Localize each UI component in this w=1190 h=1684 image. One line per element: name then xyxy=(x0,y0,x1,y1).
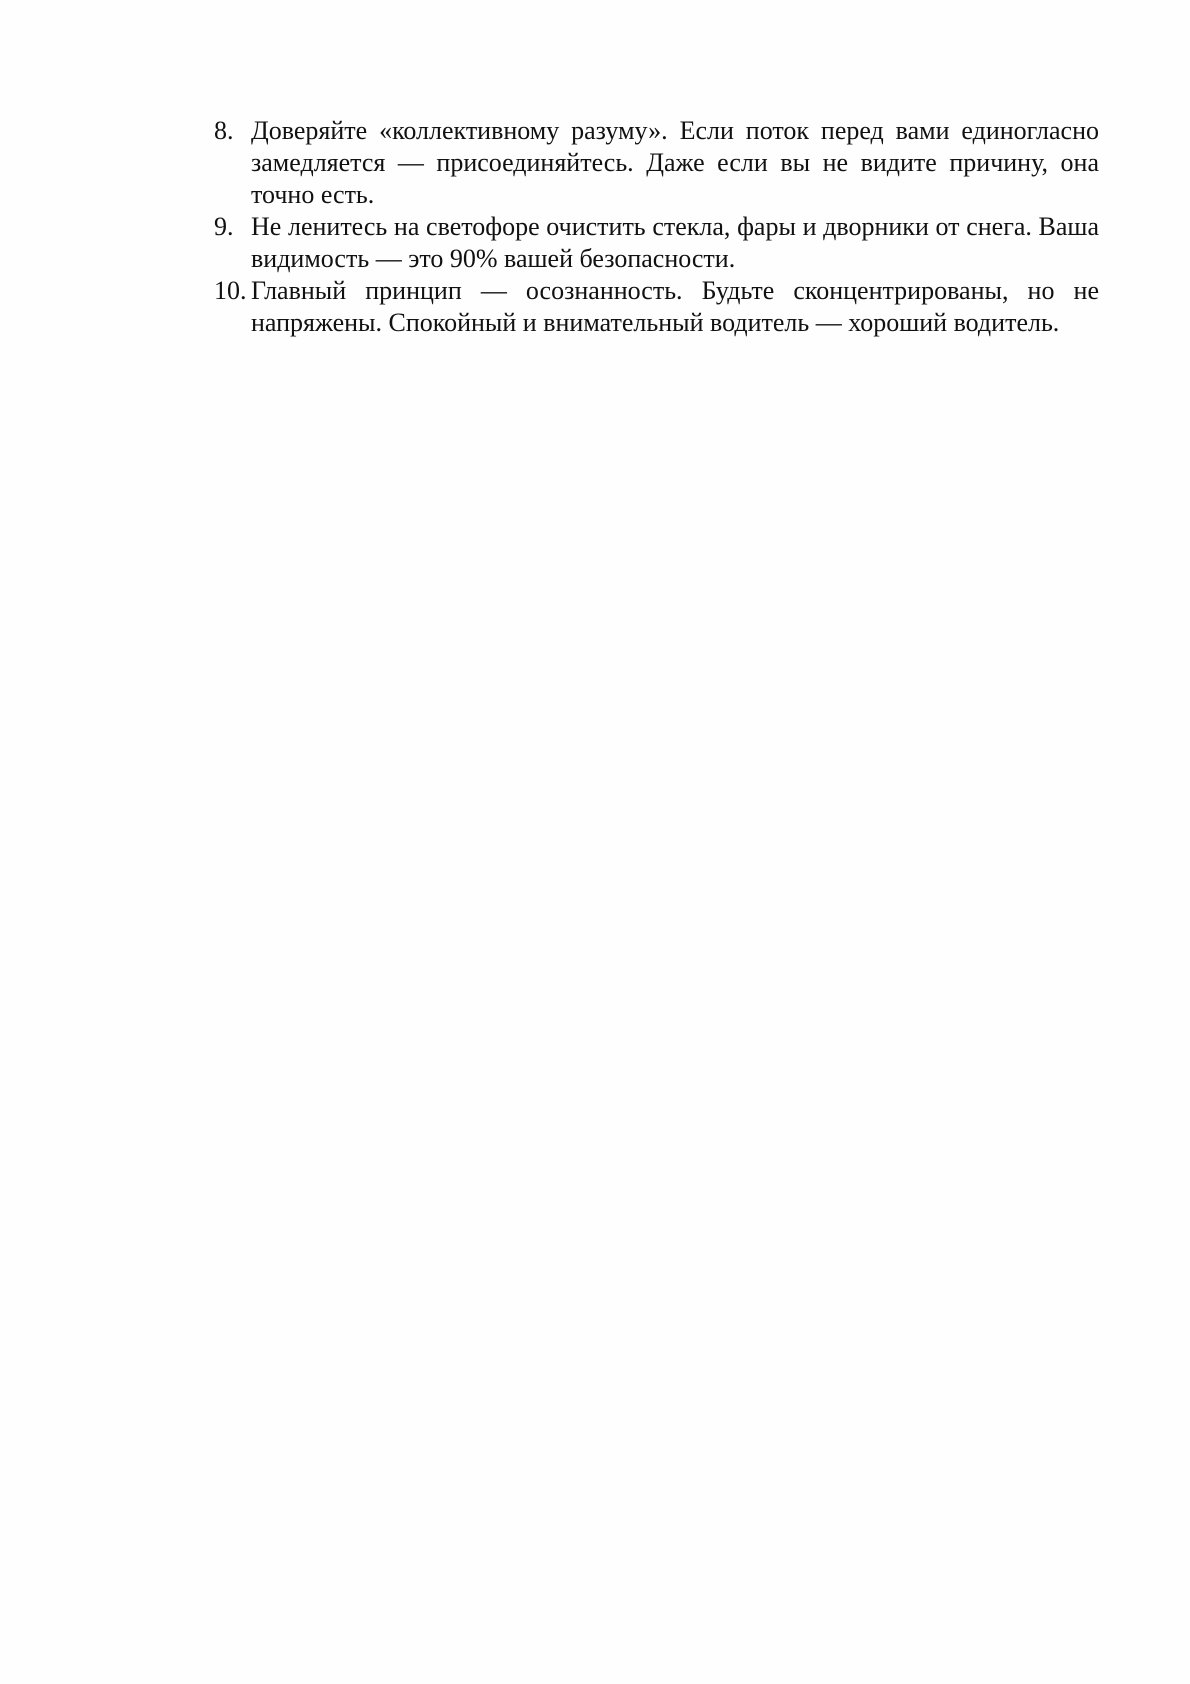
list-item xyxy=(214,115,1099,211)
list-item-number: 8. xyxy=(214,116,234,145)
list-item xyxy=(214,275,1099,339)
list-item xyxy=(214,211,1099,275)
list-item-text: Не ленитесь на светофоре очистить стекла, фары и дворники от снега. Ваша видимость — это 90% вашей безопасности. xyxy=(251,212,1099,273)
list-item-text: Главный принцип — осознанность. Будьте сконцентрированы, но не напряжены. Спокойный и внимательный водитель — хороший водитель. xyxy=(251,276,1099,337)
list-item-text: Доверяйте «коллективному разуму». Если поток перед вами единогласно замедляется — присоединяйтесь. Даже если вы не видите причину, она точно есть. xyxy=(251,116,1099,209)
list-item-number: 9. xyxy=(214,212,234,241)
list-item-number: 10. xyxy=(214,276,247,305)
numbered-list xyxy=(214,115,1099,339)
